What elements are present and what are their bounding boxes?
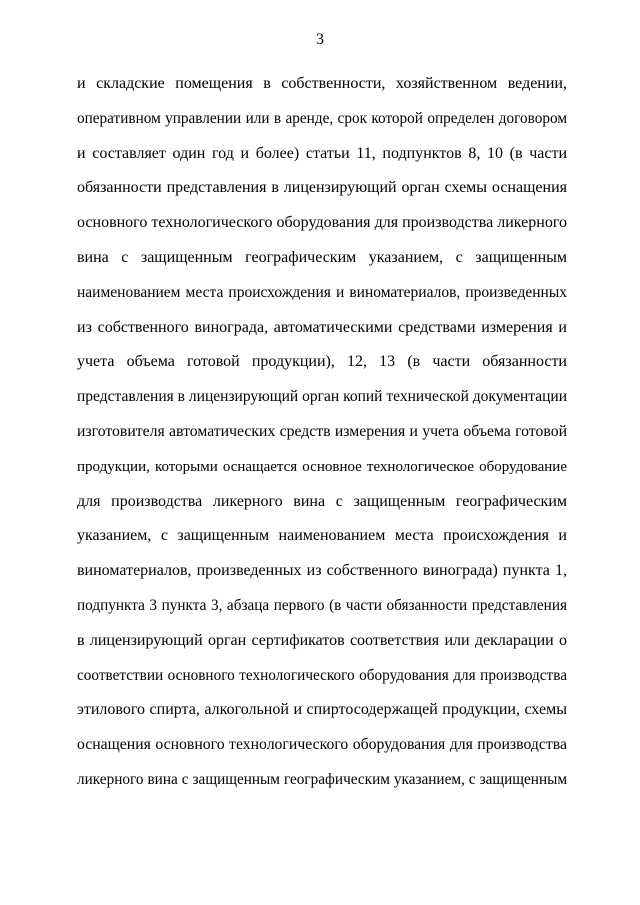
text-line-21: ликерного вина с защищенным географическим указанием, с защищенным xyxy=(77,770,567,788)
text-line-14: указанием, с защищенным наименованием места происхождения и xyxy=(77,527,567,545)
text-line-10: представления в лицензирующий орган копий технической документации xyxy=(77,388,567,406)
text-line-13: для производства ликерного вина с защищенным географическим xyxy=(77,492,567,510)
body-text xyxy=(77,67,567,798)
text-line-20: оснащения основного технологического оборудования для производства xyxy=(77,736,567,754)
text-line-5: основного технологического оборудования для производства ликерного xyxy=(77,214,567,232)
text-line-16: подпункта 3 пункта 3, абзаца первого (в части обязанности представления xyxy=(77,596,567,614)
text-line-8: из собственного винограда, автоматическими средствами измерения и xyxy=(77,318,567,336)
text-line-18: соответствии основного технологического оборудования для производства xyxy=(77,666,567,684)
text-line-9: учета объема готовой продукции), 12, 13 (в части обязанности xyxy=(77,353,567,371)
text-line-7: наименованием места происхождения и виноматериалов, произведенных xyxy=(77,283,567,301)
text-line-15: виноматериалов, произведенных из собственного винограда) пункта 1, xyxy=(77,562,567,580)
text-line-11: изготовителя автоматических средств измерения и учета объема готовой xyxy=(77,422,567,440)
page-number: 3 xyxy=(316,31,324,48)
text-line-6: вина с защищенным географическим указанием, с защищенным xyxy=(77,248,567,266)
text-line-4: обязанности представления в лицензирующий орган схемы оснащения xyxy=(77,179,567,197)
text-line-1: и складские помещения в собственности, хозяйственном ведении, xyxy=(77,75,567,92)
text-line-12: продукции, которыми оснащается основное технологическое оборудование xyxy=(77,458,567,475)
text-line-2: оперативном управлении или в аренде, срок которой определен договором xyxy=(77,109,567,127)
text-line-17: в лицензирующий орган сертификатов соответствия или декларации о xyxy=(77,631,567,649)
text-line-19: этилового спирта, алкогольной и спиртосодержащей продукции, схемы xyxy=(77,701,567,719)
text-line-3: и составляет один год и более) статьи 11, подпунктов 8, 10 (в части xyxy=(77,144,567,162)
